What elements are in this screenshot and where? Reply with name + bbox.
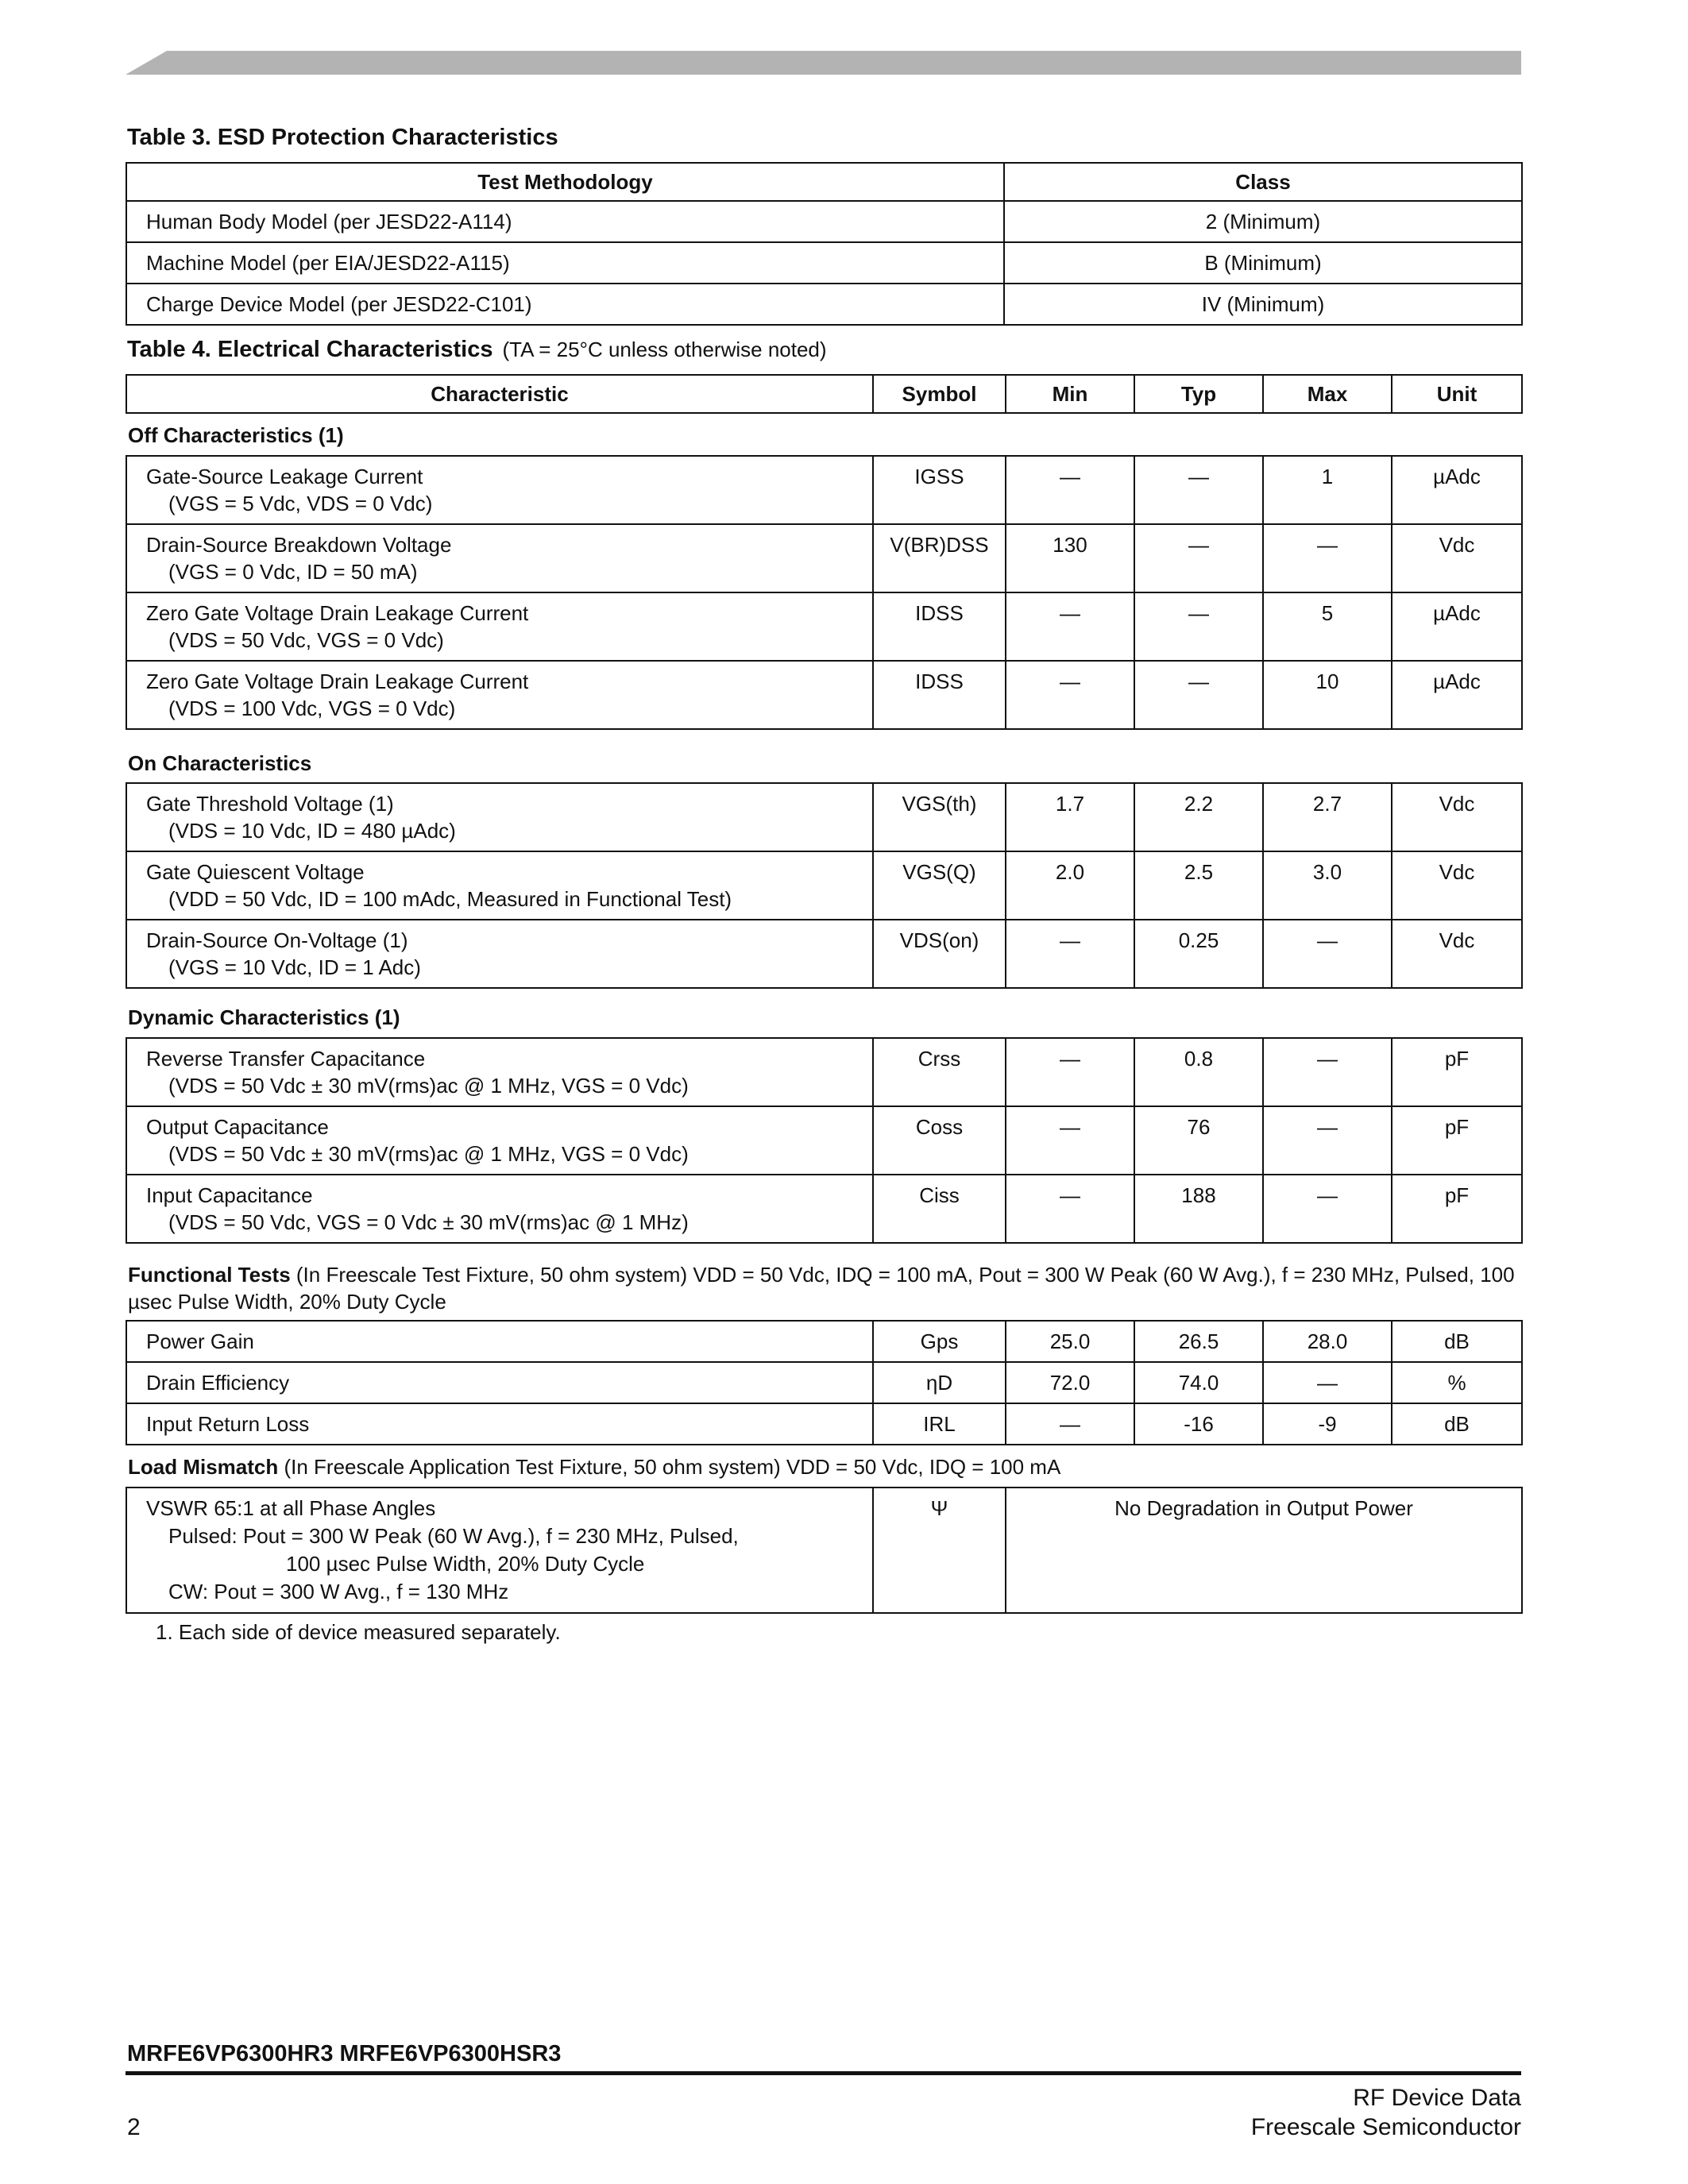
typ-cell: 2.5 [1134, 851, 1263, 920]
characteristic-name: Drain Efficiency [146, 1371, 290, 1395]
typ-cell: — [1134, 456, 1263, 524]
symbol-cell: Coss [873, 1106, 1006, 1175]
characteristic-cell [126, 661, 873, 729]
test-method: Charge Device Model (per JESD22-C101) [126, 284, 1004, 325]
characteristic-cell [126, 524, 873, 592]
test-conditions: (VGS = 5 Vdc, VDS = 0 Vdc) [168, 492, 433, 515]
characteristic-cell [126, 1106, 873, 1175]
table3-title: Table 3. ESD Protection Characteristics [127, 125, 558, 150]
test-conditions: (VDS = 50 Vdc, VGS = 0 Vdc) [168, 628, 444, 652]
column-header: Typ [1134, 375, 1263, 413]
typ-cell: — [1134, 661, 1263, 729]
table4-title [127, 337, 827, 363]
characteristic-name: Gate-Source Leakage Current [146, 465, 423, 488]
max-cell: 10 [1263, 661, 1392, 729]
symbol-cell: IDSS [873, 592, 1006, 661]
min-cell: — [1006, 920, 1134, 988]
table-row [126, 592, 1522, 661]
min-cell: — [1006, 1403, 1134, 1445]
symbol-cell: Crss [873, 1038, 1006, 1106]
characteristic-name: Zero Gate Voltage Drain Leakage Current [146, 669, 529, 693]
off-characteristics-table [126, 455, 1523, 730]
test-conditions: (VDS = 50 Vdc ± 30 mV(rms)ac @ 1 MHz, VGS = 0 Vdc) [168, 1142, 689, 1166]
characteristic-cell [126, 1362, 873, 1403]
table-row [126, 1321, 1522, 1362]
unit-cell: µAdc [1392, 456, 1522, 524]
min-cell: — [1006, 661, 1134, 729]
max-cell: — [1263, 1362, 1392, 1403]
max-cell: 2.7 [1263, 783, 1392, 851]
table-row [126, 1488, 1522, 1613]
unit-cell: µAdc [1392, 661, 1522, 729]
typ-cell: 74.0 [1134, 1362, 1263, 1403]
typ-cell: 0.25 [1134, 920, 1263, 988]
typ-cell: 2.2 [1134, 783, 1263, 851]
characteristic-name: Power Gain [146, 1329, 254, 1353]
esd-class: 2 (Minimum) [1004, 201, 1522, 242]
typ-cell: -16 [1134, 1403, 1263, 1445]
typ-cell: 188 [1134, 1175, 1263, 1243]
electrical-table-header [126, 374, 1523, 414]
table-header-row [126, 375, 1522, 413]
symbol-cell: IDSS [873, 661, 1006, 729]
test-conditions: (VGS = 10 Vdc, ID = 1 Adc) [168, 955, 421, 979]
max-cell: — [1263, 1106, 1392, 1175]
unit-cell: Vdc [1392, 851, 1522, 920]
column-header: Class [1004, 163, 1522, 201]
symbol-cell: VGS(th) [873, 783, 1006, 851]
min-cell: 130 [1006, 524, 1134, 592]
test-conditions: (VGS = 0 Vdc, ID = 50 mA) [168, 560, 418, 584]
characteristic-name: Zero Gate Voltage Drain Leakage Current [146, 601, 529, 625]
table-header-row [126, 163, 1522, 201]
characteristic-cell [126, 851, 873, 920]
table4-title-text: Table 4. Electrical Characteristics [127, 337, 493, 362]
table-row [126, 851, 1522, 920]
max-cell: 5 [1263, 592, 1392, 661]
section-dynamic [128, 1005, 400, 1030]
typ-cell: — [1134, 592, 1263, 661]
section-title: On Characteristics [128, 751, 312, 775]
max-cell: — [1263, 1038, 1392, 1106]
table-row [126, 456, 1522, 524]
characteristic-cell [126, 920, 873, 988]
min-cell: 25.0 [1006, 1321, 1134, 1362]
max-cell: — [1263, 524, 1392, 592]
table-row [126, 201, 1522, 242]
column-header: Unit [1392, 375, 1522, 413]
load-conditions [126, 1488, 873, 1613]
typ-cell: — [1134, 524, 1263, 592]
dynamic-characteristics-table [126, 1037, 1523, 1244]
characteristic-name: Input Capacitance [146, 1183, 313, 1207]
test-conditions: (VDS = 10 Vdc, ID = 480 µAdc) [168, 819, 456, 843]
section-conditions: (In Freescale Test Fixture, 50 ohm system) VDD = 50 Vdc, IDQ = 100 mA, Pout = 300 W Peak (60 W Avg.), f = 230 MHz, Pulsed, 100 µsec Pulse Width, 20% Duty Cycle [128, 1263, 1515, 1314]
symbol-cell: Ciss [873, 1175, 1006, 1243]
symbol-cell: VGS(Q) [873, 851, 1006, 920]
typ-cell: 26.5 [1134, 1321, 1263, 1362]
table-row [126, 1362, 1522, 1403]
unit-cell: pF [1392, 1038, 1522, 1106]
characteristic-name: Input Return Loss [146, 1412, 310, 1436]
load-result: No Degradation in Output Power [1006, 1488, 1522, 1613]
test-conditions: (VDD = 50 Vdc, ID = 100 mAdc, Measured in Functional Test) [168, 887, 732, 911]
table4-condition: (TA = 25°C unless otherwise noted) [502, 338, 827, 361]
symbol-cell: IRL [873, 1403, 1006, 1445]
test-method: Human Body Model (per JESD22-A114) [126, 201, 1004, 242]
table-row [126, 1106, 1522, 1175]
load-line: VSWR 65:1 at all Phase Angles [146, 1496, 436, 1520]
typ-cell: 76 [1134, 1106, 1263, 1175]
company-name: Freescale Semiconductor [1250, 2114, 1521, 2140]
section-title: Load Mismatch [128, 1455, 279, 1479]
symbol-cell: IGSS [873, 456, 1006, 524]
table-row [126, 920, 1522, 988]
load-mismatch-table [126, 1487, 1523, 1614]
symbol-cell: ηD [873, 1362, 1006, 1403]
unit-cell: Vdc [1392, 783, 1522, 851]
characteristic-name: Gate Quiescent Voltage [146, 860, 365, 884]
section-conditions: (In Freescale Application Test Fixture, 50 ohm system) VDD = 50 Vdc, IDQ = 100 mA [284, 1455, 1061, 1479]
min-cell: 1.7 [1006, 783, 1134, 851]
column-header: Characteristic [126, 375, 873, 413]
on-characteristics-table [126, 782, 1523, 989]
section-title: Off Characteristics (1) [128, 423, 344, 447]
table-row [126, 783, 1522, 851]
unit-cell: Vdc [1392, 920, 1522, 988]
min-cell: — [1006, 592, 1134, 661]
unit-cell: pF [1392, 1106, 1522, 1175]
column-header: Max [1263, 375, 1392, 413]
characteristic-name: Reverse Transfer Capacitance [146, 1047, 426, 1071]
section-on [128, 751, 311, 776]
characteristic-cell [126, 783, 873, 851]
load-line: CW: Pout = 300 W Avg., f = 130 MHz [168, 1580, 509, 1603]
max-cell: — [1263, 920, 1392, 988]
doc-type: RF Device Data [1353, 2085, 1521, 2111]
characteristic-name: Output Capacitance [146, 1115, 329, 1139]
characteristic-cell [126, 1175, 873, 1243]
table-row [126, 1038, 1522, 1106]
section-title: Functional Tests [128, 1263, 291, 1287]
esd-table [126, 162, 1523, 326]
unit-cell: µAdc [1392, 592, 1522, 661]
load-line: Pulsed: Pout = 300 W Peak (60 W Avg.), f = 230 MHz, Pulsed, [168, 1524, 739, 1548]
header-banner [126, 51, 1521, 75]
max-cell: 28.0 [1263, 1321, 1392, 1362]
max-cell: 1 [1263, 456, 1392, 524]
table-row [126, 284, 1522, 325]
test-method: Machine Model (per EIA/JESD22-A115) [126, 242, 1004, 284]
unit-cell: Vdc [1392, 524, 1522, 592]
min-cell: 2.0 [1006, 851, 1134, 920]
section-functional [128, 1261, 1524, 1315]
characteristic-name: Drain-Source On-Voltage (1) [146, 928, 408, 952]
part-numbers: MRFE6VP6300HR3 MRFE6VP6300HSR3 [127, 2041, 562, 2066]
characteristic-cell [126, 592, 873, 661]
min-cell: — [1006, 1106, 1134, 1175]
unit-cell: dB [1392, 1321, 1522, 1362]
column-header: Symbol [873, 375, 1006, 413]
unit-cell: % [1392, 1362, 1522, 1403]
load-line: 100 µsec Pulse Width, 20% Duty Cycle [286, 1552, 645, 1576]
typ-cell: 0.8 [1134, 1038, 1263, 1106]
characteristic-name: Drain-Source Breakdown Voltage [146, 533, 452, 557]
max-cell: -9 [1263, 1403, 1392, 1445]
section-title: Dynamic Characteristics (1) [128, 1005, 400, 1029]
column-header: Min [1006, 375, 1134, 413]
test-conditions: (VDS = 50 Vdc, VGS = 0 Vdc ± 30 mV(rms)ac @ 1 MHz) [168, 1210, 689, 1234]
min-cell: 72.0 [1006, 1362, 1134, 1403]
footnote: 1. Each side of device measured separately. [156, 1620, 561, 1644]
symbol-cell: V(BR)DSS [873, 524, 1006, 592]
test-conditions: (VDS = 100 Vdc, VGS = 0 Vdc) [168, 696, 456, 720]
esd-class: B (Minimum) [1004, 242, 1522, 284]
min-cell: — [1006, 1175, 1134, 1243]
column-header: Test Methodology [126, 163, 1004, 201]
esd-class: IV (Minimum) [1004, 284, 1522, 325]
section-load-mismatch [128, 1455, 1060, 1480]
symbol-cell: VDS(on) [873, 920, 1006, 988]
section-off [128, 423, 344, 448]
characteristic-cell [126, 1403, 873, 1445]
unit-cell: pF [1392, 1175, 1522, 1243]
unit-cell: dB [1392, 1403, 1522, 1445]
table-row [126, 1403, 1522, 1445]
table-row [126, 1175, 1522, 1243]
characteristic-cell [126, 1038, 873, 1106]
symbol-cell: Gps [873, 1321, 1006, 1362]
footer-rule [126, 2071, 1521, 2075]
max-cell: — [1263, 1175, 1392, 1243]
page-number: 2 [127, 2114, 141, 2140]
table-row [126, 661, 1522, 729]
table-row [126, 524, 1522, 592]
functional-tests-table [126, 1320, 1523, 1445]
table-row [126, 242, 1522, 284]
min-cell: — [1006, 1038, 1134, 1106]
max-cell: 3.0 [1263, 851, 1392, 920]
characteristic-cell [126, 456, 873, 524]
min-cell: — [1006, 456, 1134, 524]
characteristic-name: Gate Threshold Voltage (1) [146, 792, 394, 816]
symbol-cell: Ψ [873, 1488, 1006, 1613]
test-conditions: (VDS = 50 Vdc ± 30 mV(rms)ac @ 1 MHz, VGS = 0 Vdc) [168, 1074, 689, 1098]
characteristic-cell [126, 1321, 873, 1362]
